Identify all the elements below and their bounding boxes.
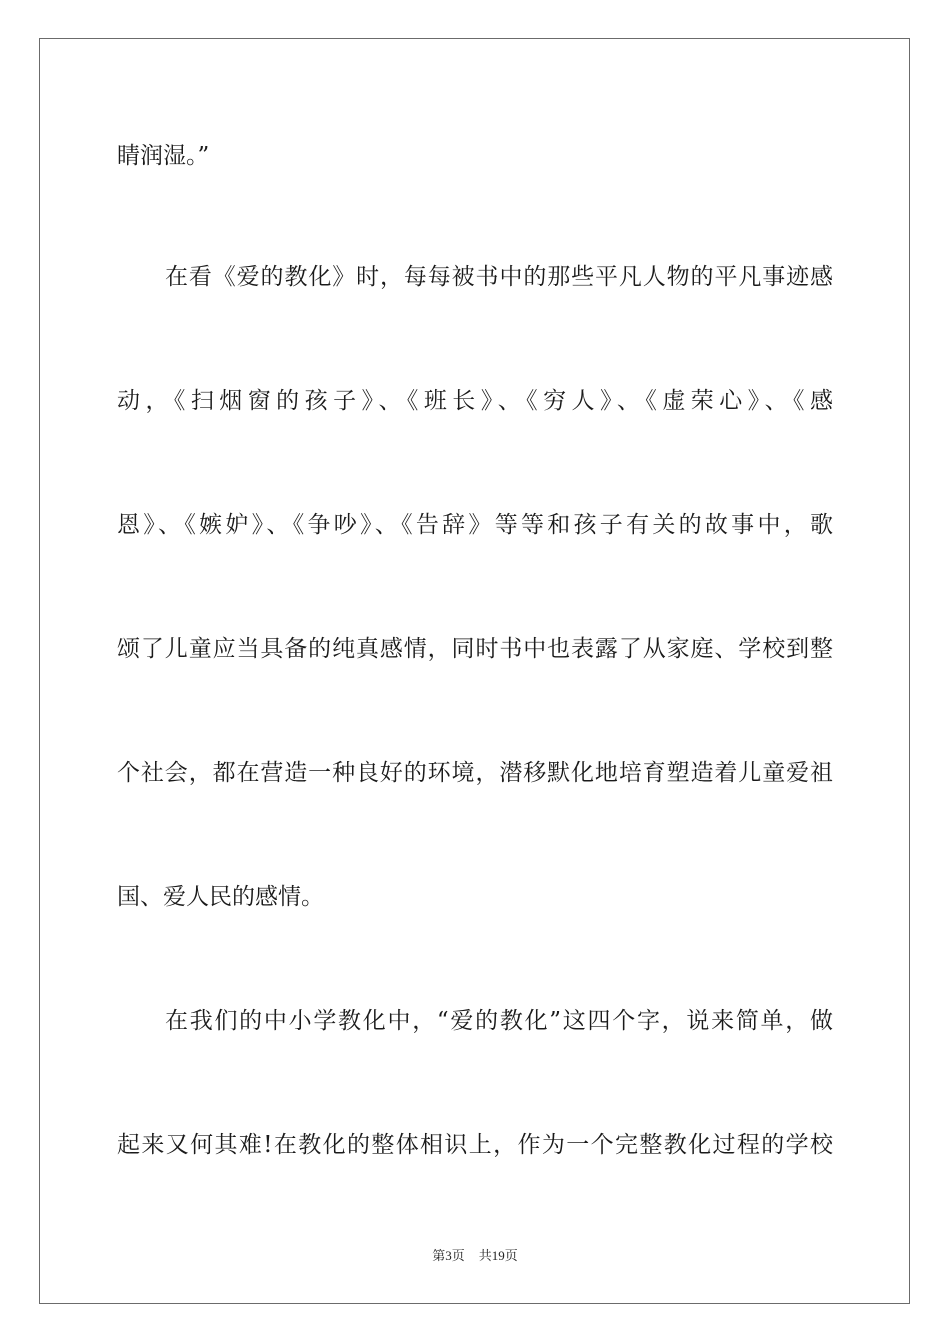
text-line: 在我们的中小学教化中，“爱的教化”这四个字，说来简单，做 [165,1008,833,1034]
text-line: 国、爱人民的感情。 [117,884,324,910]
text-line: 个社会，都在营造一种良好的环境，潜移默化地培育塑造着儿童爱祖 [117,760,833,786]
text-line: 在看《爱的教化》时，每每被书中的那些平凡人物的平凡事迹感 [165,264,833,290]
text-line: 动，《扫烟窗的孩子》、《班长》、《穷人》、《虚荣心》、《感 [117,388,833,414]
text-line: 恩》、《嫉妒》、《争吵》、《告辞》等等和孩子有关的故事中，歌 [117,512,833,538]
page-border [39,38,910,1304]
page-number: 第3页 [432,1248,465,1263]
page-footer [0,1248,950,1264]
total-pages: 共19页 [478,1248,518,1263]
text-line: 颂了儿童应当具备的纯真感情，同时书中也表露了从家庭、学校到整 [117,636,833,662]
text-line: 起来又何其难!在教化的整体相识上，作为一个完整教化过程的学校 [117,1132,833,1158]
text-line: 睛润湿。” [117,143,210,169]
